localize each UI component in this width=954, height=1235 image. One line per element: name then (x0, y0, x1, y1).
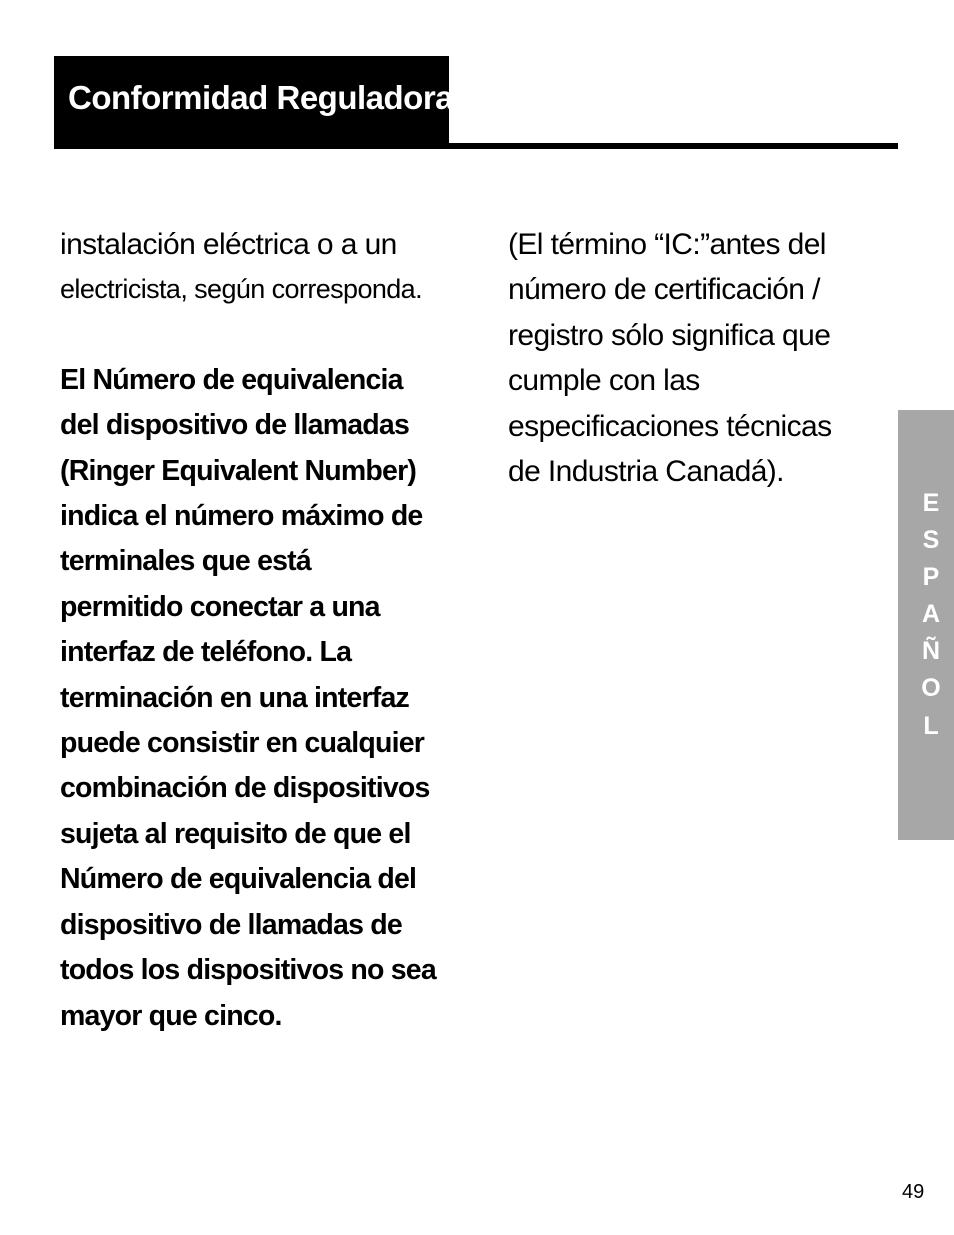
ren-paragraph-line: combinación de dispositivos (60, 772, 430, 805)
ren-paragraph-line: terminales que está (60, 545, 311, 578)
side-tab-letter: Ñ (921, 637, 941, 665)
left-column (60, 222, 455, 1039)
side-tab-letter: P (922, 563, 940, 591)
side-tab-letter: O (921, 674, 941, 702)
ic-note-line: número de certificación / (508, 273, 820, 307)
header-rule (54, 143, 898, 149)
right-column (508, 222, 888, 494)
section-title: Conformidad Reguladora (68, 79, 454, 116)
ren-paragraph-line: puede consistir en cualquier (60, 727, 425, 760)
paragraph-gap (60, 313, 455, 358)
paragraph-line: electricista, según corresponda. (60, 274, 423, 305)
ren-paragraph-line: mayor que cinco. (60, 999, 282, 1032)
ic-note-line: especificaciones técnicas (508, 409, 832, 443)
side-tab-letter: S (922, 526, 940, 554)
ic-note-line: de Industria Canadá). (508, 455, 784, 489)
side-tab-letter: E (922, 489, 940, 517)
ren-paragraph-line: El Número de equivalencia (60, 363, 403, 396)
side-tab-letter: A (921, 600, 941, 628)
ren-paragraph-line: permitido conectar a una (60, 590, 380, 623)
ren-paragraph-line: sujeta al requisito de que el (60, 817, 411, 850)
ren-paragraph-line: interfaz de teléfono. La (60, 636, 352, 669)
ic-note-line: registro sólo significa que (508, 318, 831, 352)
ren-paragraph-line: del dispositivo de llamadas (60, 409, 410, 442)
ren-paragraph-line: dispositivo de llamadas de (60, 908, 402, 941)
ren-paragraph-line: (Ringer Equivalent Number) (60, 454, 417, 487)
ic-note-line: cumple con las (508, 364, 700, 398)
side-tab-letter: L (923, 712, 939, 740)
ren-paragraph-line: indica el número máximo de (60, 500, 423, 533)
ic-note-line: (El término “IC:”antes del (508, 228, 826, 261)
ren-paragraph-line: Número de equivalencia del (60, 863, 417, 896)
page-number: 49 (902, 1181, 925, 1203)
paragraph-line: instalación eléctrica o a un (60, 228, 397, 261)
ren-paragraph-line: terminación en una interfaz (60, 681, 409, 714)
ren-paragraph-line: todos los dispositivos no sea (60, 954, 436, 987)
